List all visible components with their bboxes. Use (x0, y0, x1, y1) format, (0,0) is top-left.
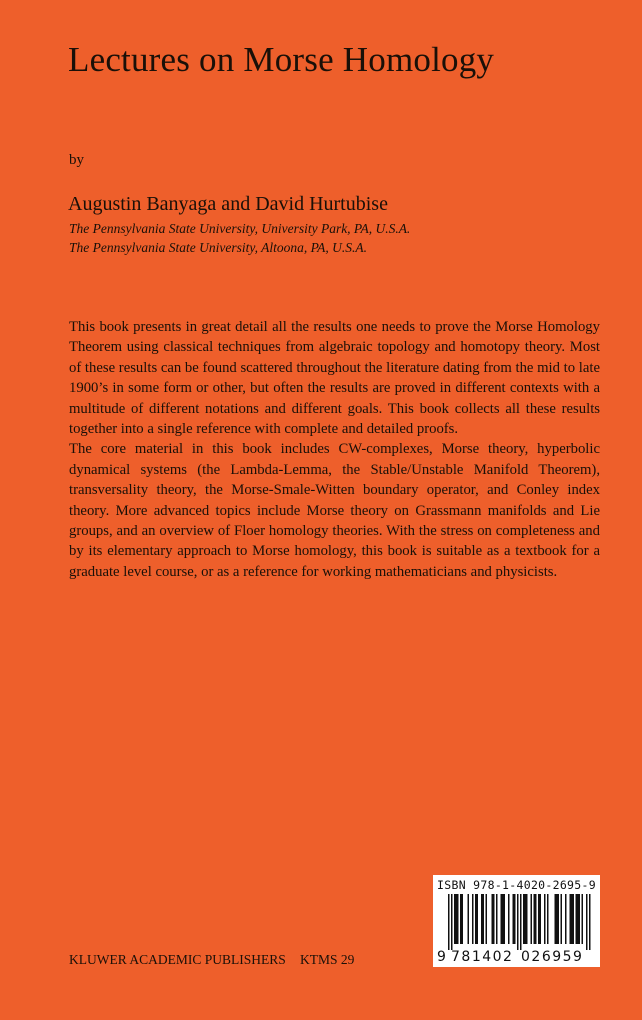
barcode-bar (538, 894, 540, 944)
barcode-bar (462, 894, 464, 944)
isbn-barcode (433, 875, 600, 967)
barcode-bar (531, 894, 533, 944)
isbn-text: ISBN 978-1-4020-2695-9 (437, 878, 596, 892)
affiliation-2: The Pennsylvania State University, Altoona, PA, U.S.A. (69, 240, 367, 255)
ean-left-digits: 781402 (451, 949, 514, 965)
barcode-bar (535, 894, 537, 944)
barcode-bar (448, 894, 450, 950)
barcode-bar (451, 894, 453, 950)
barcode-bar (475, 894, 477, 944)
series-number: KTMS 29 (300, 952, 355, 967)
ean-right-digits: 026959 (521, 949, 584, 965)
barcode-bar (558, 894, 560, 944)
barcode-bar (481, 894, 483, 944)
by-label: by (69, 152, 84, 168)
barcode-bar (547, 894, 549, 944)
barcode-bar (523, 894, 525, 944)
barcode-bar (555, 894, 557, 944)
barcode-bar (468, 894, 470, 944)
barcode-bar (577, 894, 579, 944)
barcode-bar (493, 894, 495, 944)
book-title: Lectures on Morse Homology (68, 40, 495, 79)
barcode-bar (477, 894, 479, 944)
barcode-bar (501, 894, 503, 944)
barcode-bar (582, 894, 584, 944)
affiliation-1: The Pennsylvania State University, University Park, PA, U.S.A. (69, 221, 411, 236)
description-paragraph-1: This book presents in great detail all the results one needs to prove the Morse Homology Theorem using classical techniques from algebraic topology and homotopy theory. Most of these results can be found scattered throughout the literature dating from the mid to late 1900’s in some form or other, but often the results are proved in different contexts with a multitude of different notations and different goals. This book collects all these results together into a single reference with complete and detailed proofs. (69, 319, 600, 438)
barcode-bar (483, 894, 485, 944)
publisher-name: KLUWER ACADEMIC PUBLISHERS (69, 952, 286, 967)
ean-lead-digit: 9 (437, 949, 446, 965)
barcode-bar (492, 894, 494, 944)
barcode-bar (514, 894, 516, 944)
barcode-bar (540, 894, 542, 944)
barcode-bar (561, 894, 563, 944)
authors: Augustin Banyaga and David Hurtubise (68, 193, 388, 215)
barcode-bar (456, 894, 458, 944)
barcode-bar (526, 894, 528, 944)
barcode-bar (571, 894, 573, 944)
barcode-bar (460, 894, 462, 944)
barcode-bar (579, 894, 581, 944)
barcode-bar (486, 894, 488, 944)
barcode-bar (556, 894, 558, 944)
barcode-bar (513, 894, 515, 944)
barcode-bar (457, 894, 459, 944)
description-paragraph-2: The core material in this book includes CW-complexes, Morse theory, hyperbolic dynamical systems (the Lambda-Lemma, the Stable/Unstable Manifold Theorem), transversality theory, the Morse-Smale-Witten boundary operator, and Conley index theory. More advanced topics include Morse theory on Grassmann manifolds and Lie groups, and an overview of Floer homology theories. With the stress on completeness and by its elementary approach to Morse homology, this book is suitable as a textbook for a graduate level course, or as a reference for working mathematicians and physicists. (69, 441, 600, 580)
barcode-bar (576, 894, 578, 944)
barcode-bar (544, 894, 546, 944)
book-description (69, 317, 600, 582)
barcode-bar (502, 894, 504, 944)
barcode-bar (573, 894, 575, 944)
barcode-bar (534, 894, 536, 944)
barcode-bar (589, 894, 591, 950)
barcode-bar (472, 894, 474, 944)
barcode-bar (496, 894, 498, 944)
barcode-bar (520, 894, 522, 950)
barcode-bars (437, 894, 597, 950)
barcode-bar (586, 894, 588, 950)
barcode-bar (565, 894, 567, 944)
barcode-bar (504, 894, 506, 944)
barcode-bar (570, 894, 572, 944)
barcode-bar (517, 894, 519, 950)
barcode-bar (525, 894, 527, 944)
barcode-bar (454, 894, 456, 944)
barcode-bar (508, 894, 510, 944)
